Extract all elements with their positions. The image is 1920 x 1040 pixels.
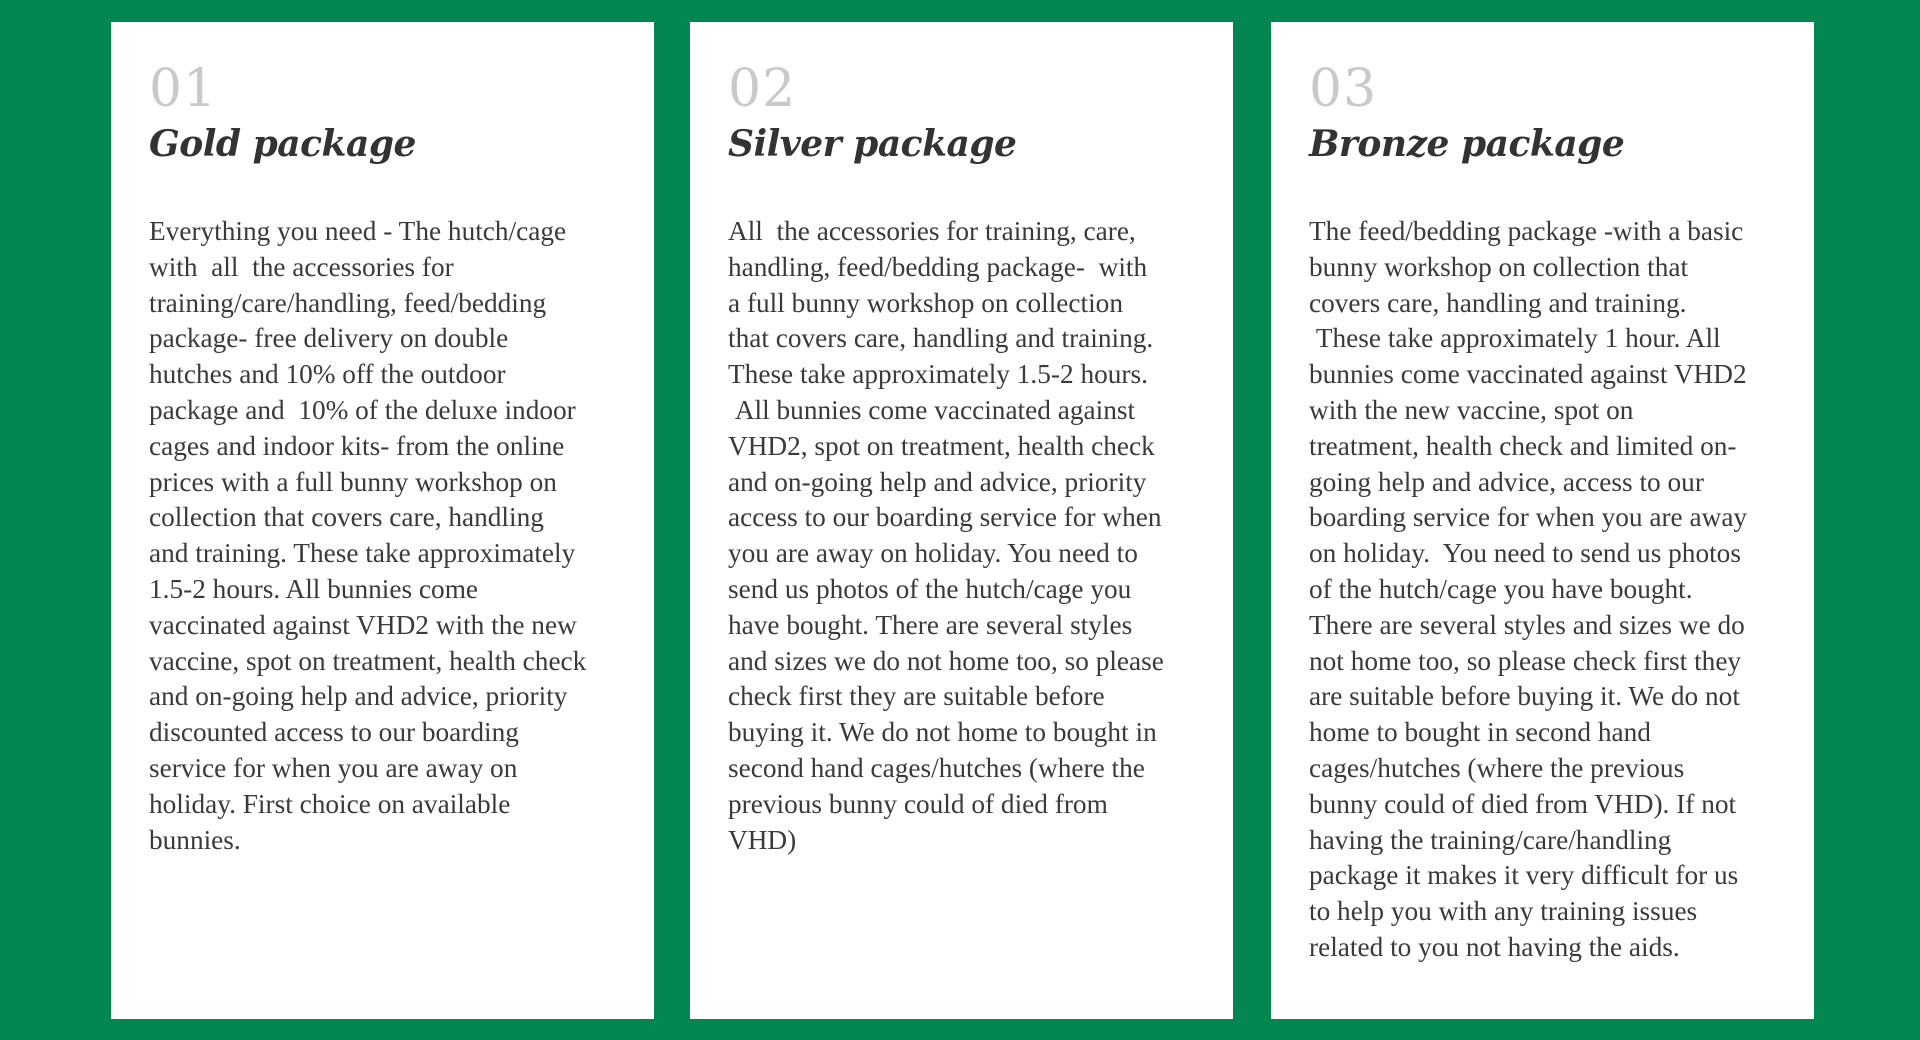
package-number: 02 — [728, 59, 797, 119]
package-title: Silver package — [728, 123, 1017, 165]
package-number: 03 — [1309, 59, 1378, 119]
package-card-silver — [690, 22, 1233, 1019]
package-description: The feed/bedding package -with a basic bunny workshop on collection that covers care, handling and training. These take approximately 1 hour. All bunnies come vaccinated against VHD2 with the new vaccine, spot on treatment, health check and limited on- going help and advice, access to our boarding service for when you are away on holiday. You need to send us photos of the hutch/cage you have bought. There are several styles and sizes we do not home too, so please check first they are suitable before buying it. We do not home to bought in second hand cages/hutches (where the previous bunny could of died from VHD). If not having the training/care/handling package it makes it very difficult for us to help you with any training issues related to you not having the aids. — [1309, 216, 1748, 962]
package-title: Bronze package — [1309, 123, 1625, 165]
package-card-bronze — [1271, 22, 1814, 1019]
package-title: Gold package — [149, 123, 416, 165]
package-description: Everything you need - The hutch/cage with all the accessories for training/care/handling, feed/bedding package- free delivery on double hutches and 10% off the outdoor package and 10% of the deluxe indoor cages and indoor kits- from the online prices with a full bunny workshop on collection that covers care, handling and training. These take approximately 1.5-2 hours. All bunnies come vaccinated against VHD2 with the new vaccine, spot on treatment, health check and on-going help and advice, priority discounted access to our boarding service for when you are away on holiday. First choice on available bunnies. — [149, 216, 587, 855]
package-description: All the accessories for training, care, handling, feed/bedding package- with a full bunny workshop on collection that covers care, handling and training. These take approximately 1.5-2 hours. All bunnies come vaccinated against VHD2, spot on treatment, health check and on-going help and advice, priority access to our boarding service for when you are away on holiday. You need to send us photos of the hutch/cage you have bought. There are several styles and sizes we do not home too, so please check first they are suitable before buying it. We do not home to bought in second hand cages/hutches (where the previous bunny could of died from VHD) — [728, 216, 1164, 855]
package-card-gold — [111, 22, 654, 1019]
package-number: 01 — [149, 59, 218, 119]
